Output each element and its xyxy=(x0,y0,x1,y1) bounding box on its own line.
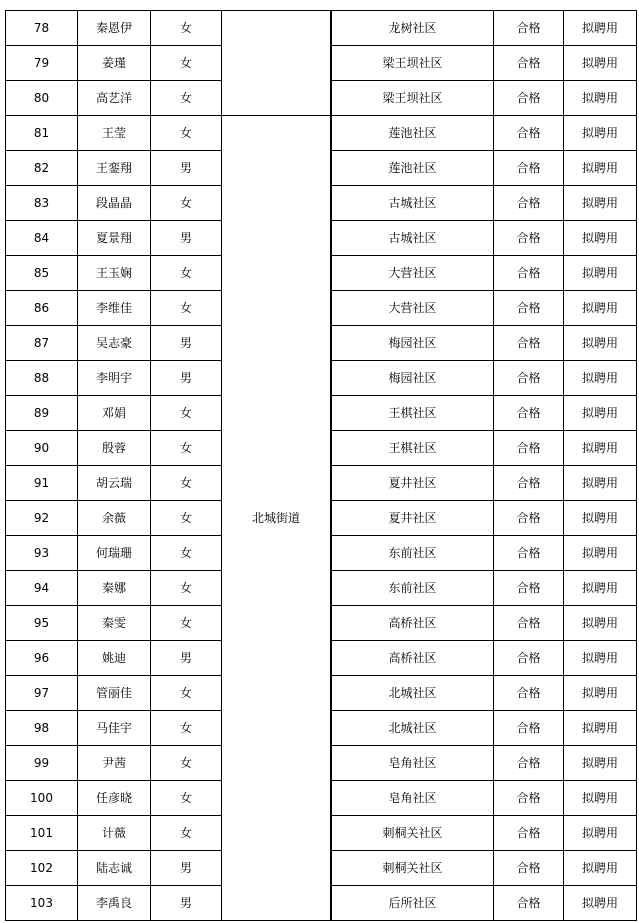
sex-cell: 女 xyxy=(151,11,222,46)
sex-cell: 女 xyxy=(151,746,222,781)
hire-status-cell: 拟聘用 xyxy=(564,606,637,641)
row-number-cell: 83 xyxy=(6,186,78,221)
row-number-cell: 85 xyxy=(6,256,78,291)
result-cell: 合格 xyxy=(494,256,564,291)
sex-cell: 女 xyxy=(151,466,222,501)
name-cell: 王莹 xyxy=(78,116,151,151)
name-cell: 吴志豪 xyxy=(78,326,151,361)
name-cell: 李维佳 xyxy=(78,291,151,326)
row-number-cell: 79 xyxy=(6,46,78,81)
result-cell: 合格 xyxy=(494,501,564,536)
result-cell: 合格 xyxy=(494,886,564,921)
row-number-cell: 94 xyxy=(6,571,78,606)
row-number-cell: 88 xyxy=(6,361,78,396)
sex-cell: 女 xyxy=(151,501,222,536)
table-row xyxy=(6,11,637,46)
hire-status-cell: 拟聘用 xyxy=(564,431,637,466)
result-cell: 合格 xyxy=(494,746,564,781)
name-cell: 管丽佳 xyxy=(78,676,151,711)
community-cell: 高桥社区 xyxy=(332,606,494,641)
result-cell: 合格 xyxy=(494,116,564,151)
hire-status-cell: 拟聘用 xyxy=(564,186,637,221)
hire-status-cell: 拟聘用 xyxy=(564,81,637,116)
row-number-cell: 89 xyxy=(6,396,78,431)
community-cell: 皂角社区 xyxy=(332,781,494,816)
community-cell: 莲池社区 xyxy=(332,116,494,151)
sex-cell: 女 xyxy=(151,431,222,466)
community-cell: 梅园社区 xyxy=(332,361,494,396)
sex-cell: 女 xyxy=(151,116,222,151)
community-cell: 梅园社区 xyxy=(332,326,494,361)
hire-status-cell: 拟聘用 xyxy=(564,851,637,886)
name-cell: 高艺洋 xyxy=(78,81,151,116)
sex-cell: 女 xyxy=(151,676,222,711)
sex-cell: 女 xyxy=(151,816,222,851)
hire-status-cell: 拟聘用 xyxy=(564,466,637,501)
row-number-cell: 92 xyxy=(6,501,78,536)
name-cell: 秦恩伊 xyxy=(78,11,151,46)
name-cell: 秦雯 xyxy=(78,606,151,641)
sex-cell: 女 xyxy=(151,256,222,291)
name-cell: 陆志诚 xyxy=(78,851,151,886)
community-cell: 刺桐关社区 xyxy=(332,851,494,886)
sex-cell: 男 xyxy=(151,641,222,676)
row-number-cell: 103 xyxy=(6,886,78,921)
sex-cell: 男 xyxy=(151,151,222,186)
hire-status-cell: 拟聘用 xyxy=(564,221,637,256)
name-cell: 姜瑾 xyxy=(78,46,151,81)
community-cell: 高桥社区 xyxy=(332,641,494,676)
result-cell: 合格 xyxy=(494,851,564,886)
row-number-cell: 86 xyxy=(6,291,78,326)
result-cell: 合格 xyxy=(494,781,564,816)
result-cell: 合格 xyxy=(494,641,564,676)
sex-cell: 男 xyxy=(151,851,222,886)
name-cell: 王銮翔 xyxy=(78,151,151,186)
table-row xyxy=(6,116,637,151)
result-cell: 合格 xyxy=(494,396,564,431)
sex-cell: 女 xyxy=(151,291,222,326)
community-cell: 梁王坝社区 xyxy=(332,81,494,116)
hire-status-cell: 拟聘用 xyxy=(564,11,637,46)
result-cell: 合格 xyxy=(494,571,564,606)
name-cell: 任彦晓 xyxy=(78,781,151,816)
community-cell: 东前社区 xyxy=(332,571,494,606)
community-cell: 大营社区 xyxy=(332,256,494,291)
hire-status-cell: 拟聘用 xyxy=(564,326,637,361)
row-number-cell: 81 xyxy=(6,116,78,151)
name-cell: 殷蓉 xyxy=(78,431,151,466)
row-number-cell: 87 xyxy=(6,326,78,361)
hire-status-cell: 拟聘用 xyxy=(564,151,637,186)
row-number-cell: 101 xyxy=(6,816,78,851)
name-cell: 姚迪 xyxy=(78,641,151,676)
name-cell: 李禹良 xyxy=(78,886,151,921)
community-cell: 王棋社区 xyxy=(332,431,494,466)
community-cell: 大营社区 xyxy=(332,291,494,326)
result-cell: 合格 xyxy=(494,46,564,81)
sex-cell: 男 xyxy=(151,361,222,396)
row-number-cell: 100 xyxy=(6,781,78,816)
row-number-cell: 78 xyxy=(6,11,78,46)
hire-status-cell: 拟聘用 xyxy=(564,536,637,571)
name-cell: 胡云瑞 xyxy=(78,466,151,501)
result-cell: 合格 xyxy=(494,816,564,851)
sex-cell: 女 xyxy=(151,81,222,116)
street-cell-blank xyxy=(222,11,331,116)
community-cell: 刺桐关社区 xyxy=(332,816,494,851)
result-cell: 合格 xyxy=(494,186,564,221)
row-number-cell: 93 xyxy=(6,536,78,571)
name-cell: 王玉娴 xyxy=(78,256,151,291)
result-cell: 合格 xyxy=(494,606,564,641)
name-cell: 秦娜 xyxy=(78,571,151,606)
roster-table xyxy=(5,10,637,921)
result-cell: 合格 xyxy=(494,431,564,466)
row-number-cell: 96 xyxy=(6,641,78,676)
result-cell: 合格 xyxy=(494,361,564,396)
result-cell: 合格 xyxy=(494,466,564,501)
community-cell: 北城社区 xyxy=(332,711,494,746)
community-cell: 王棋社区 xyxy=(332,396,494,431)
community-cell: 后所社区 xyxy=(332,886,494,921)
sex-cell: 男 xyxy=(151,221,222,256)
name-cell: 尹茜 xyxy=(78,746,151,781)
row-number-cell: 84 xyxy=(6,221,78,256)
sex-cell: 女 xyxy=(151,536,222,571)
hire-status-cell: 拟聘用 xyxy=(564,641,637,676)
community-cell: 夏井社区 xyxy=(332,501,494,536)
name-cell: 马佳宇 xyxy=(78,711,151,746)
hire-status-cell: 拟聘用 xyxy=(564,361,637,396)
sex-cell: 女 xyxy=(151,396,222,431)
result-cell: 合格 xyxy=(494,291,564,326)
hire-status-cell: 拟聘用 xyxy=(564,711,637,746)
hire-status-cell: 拟聘用 xyxy=(564,571,637,606)
name-cell: 何瑞珊 xyxy=(78,536,151,571)
sex-cell: 女 xyxy=(151,781,222,816)
community-cell: 莲池社区 xyxy=(332,151,494,186)
row-number-cell: 90 xyxy=(6,431,78,466)
community-cell: 古城社区 xyxy=(332,221,494,256)
row-number-cell: 99 xyxy=(6,746,78,781)
result-cell: 合格 xyxy=(494,11,564,46)
hire-status-cell: 拟聘用 xyxy=(564,256,637,291)
sex-cell: 男 xyxy=(151,886,222,921)
sex-cell: 男 xyxy=(151,326,222,361)
community-cell: 北城社区 xyxy=(332,676,494,711)
row-number-cell: 95 xyxy=(6,606,78,641)
hire-status-cell: 拟聘用 xyxy=(564,46,637,81)
result-cell: 合格 xyxy=(494,151,564,186)
hire-status-cell: 拟聘用 xyxy=(564,886,637,921)
row-number-cell: 102 xyxy=(6,851,78,886)
row-number-cell: 82 xyxy=(6,151,78,186)
row-number-cell: 97 xyxy=(6,676,78,711)
community-cell: 梁王坝社区 xyxy=(332,46,494,81)
community-cell: 东前社区 xyxy=(332,536,494,571)
result-cell: 合格 xyxy=(494,326,564,361)
street-cell: 北城街道 xyxy=(222,116,331,921)
hire-status-cell: 拟聘用 xyxy=(564,746,637,781)
sex-cell: 女 xyxy=(151,46,222,81)
name-cell: 夏景翔 xyxy=(78,221,151,256)
community-cell: 夏井社区 xyxy=(332,466,494,501)
hire-status-cell: 拟聘用 xyxy=(564,116,637,151)
name-cell: 计薇 xyxy=(78,816,151,851)
result-cell: 合格 xyxy=(494,536,564,571)
hire-status-cell: 拟聘用 xyxy=(564,676,637,711)
community-cell: 龙树社区 xyxy=(332,11,494,46)
sex-cell: 女 xyxy=(151,571,222,606)
row-number-cell: 80 xyxy=(6,81,78,116)
name-cell: 邓娟 xyxy=(78,396,151,431)
name-cell: 段晶晶 xyxy=(78,186,151,221)
result-cell: 合格 xyxy=(494,221,564,256)
hire-status-cell: 拟聘用 xyxy=(564,396,637,431)
result-cell: 合格 xyxy=(494,676,564,711)
name-cell: 李明宇 xyxy=(78,361,151,396)
hire-status-cell: 拟聘用 xyxy=(564,781,637,816)
hire-status-cell: 拟聘用 xyxy=(564,501,637,536)
community-cell: 古城社区 xyxy=(332,186,494,221)
sex-cell: 女 xyxy=(151,186,222,221)
roster-body xyxy=(6,11,637,921)
sex-cell: 女 xyxy=(151,606,222,641)
community-cell: 皂角社区 xyxy=(332,746,494,781)
row-number-cell: 98 xyxy=(6,711,78,746)
result-cell: 合格 xyxy=(494,81,564,116)
name-cell: 余薇 xyxy=(78,501,151,536)
result-cell: 合格 xyxy=(494,711,564,746)
hire-status-cell: 拟聘用 xyxy=(564,816,637,851)
sex-cell: 女 xyxy=(151,711,222,746)
row-number-cell: 91 xyxy=(6,466,78,501)
hire-status-cell: 拟聘用 xyxy=(564,291,637,326)
